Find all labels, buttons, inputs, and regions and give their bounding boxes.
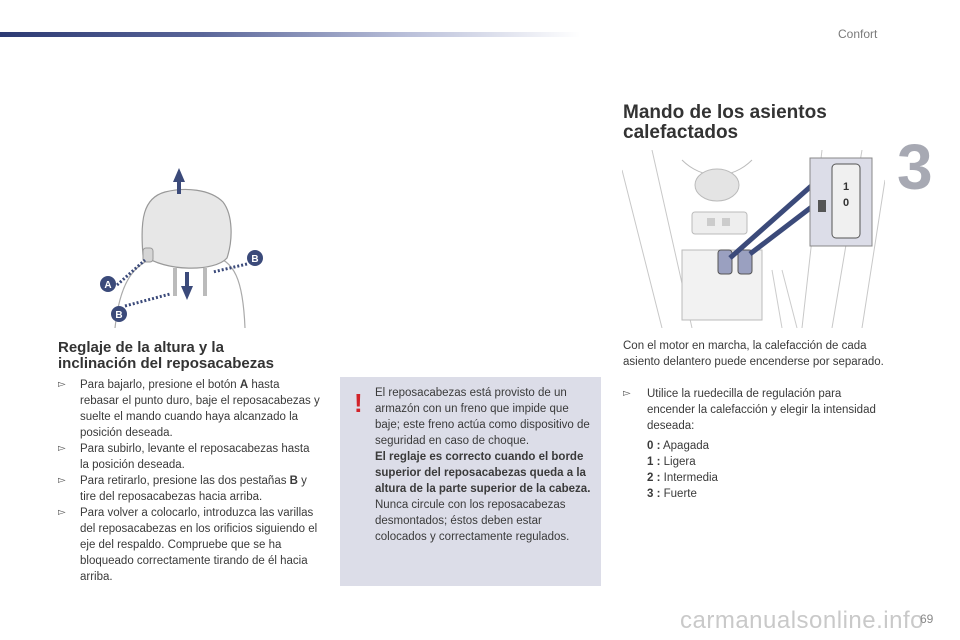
headrest-illustration [95,160,270,330]
bullet-icon: ▻ [58,507,66,518]
headrest-title-line1: Reglaje de la altura y la [58,339,224,356]
headrest-rod-right [203,268,207,296]
bullet-icon: ▻ [58,379,66,390]
heat-levels-list [647,438,718,502]
heated-title-line2: calefactados [623,122,739,143]
svg-text:B: B [251,254,259,265]
list-item: ▻ Para retirarlo, presione las dos pestañas B y tire del reposacabezas hacia arriba. [58,475,307,503]
level-item: 2 : Intermedia [647,472,718,484]
header-accent-bar [0,32,580,37]
heated-title-line1: Mando de los asientos [623,102,827,123]
warning-text [375,385,595,545]
arrow-down [181,286,193,300]
chapter-number: 3 [897,131,933,203]
section-label: Confort [838,27,878,41]
warning-box [340,377,601,586]
headrest-rod-left [173,268,177,296]
warning-paragraph-1: El reposacabezas está provisto de un armazón con un freno que impide que baje; este freno actúa como dispositivo de seguridad en caso de choque. [375,387,590,447]
watermark: carmanualsonline.info [680,607,924,634]
heated-step [623,386,888,434]
svg-text:0: 0 [842,197,850,209]
list-item: ▻ Para volver a colocarlo, introduzca las varillas del reposacabezas en los orificios siguiendo el eje del respaldo. Compruebe que se ha bloqueado correctamente tirando de él hacia arriba. [58,507,318,583]
headrest-section-title [58,340,318,372]
bullet-icon: ▻ [58,443,66,454]
headrest-shape [142,189,231,268]
bullet-icon: ▻ [58,475,66,486]
exclamation-icon: ! [354,388,363,418]
list-item: ▻ Para subirlo, levante el reposacabezas hasta la posición deseada. [58,443,310,471]
level-item: 3 : Fuerte [647,488,697,500]
level-item: 0 : Apagada [647,440,710,452]
svg-text:1: 1 [842,181,850,193]
level-item: 1 : Ligera [647,456,696,468]
heated-step-text: Utilice la ruedecilla de regulación para encender la calefacción y elegir la intensidad deseada: [647,388,876,432]
bullet-icon: ▻ [623,388,631,399]
svg-text:B: B [115,310,123,321]
seat-heat-icon [818,200,826,212]
console-illustration [622,150,885,328]
warning-paragraph-3: Nunca circule con los reposacabezas desmontados; éstos deben estar colocados y correctamente regulados. [375,499,570,543]
heated-seats-title [623,103,863,143]
svg-text:A: A [104,280,112,291]
headrest-steps-list [58,377,320,585]
page-number: 69 [920,612,934,626]
heated-intro: Con el motor en marcha, la calefacción de cada asiento delantero puede encenderse por separado. [623,340,884,368]
seat-heat-knob-left [718,250,732,274]
warning-paragraph-2: El reglaje es correcto cuando el borde superior del reposacabezas queda a la altura de la parte superior de la cabeza. [375,451,591,495]
list-item: ▻ Para bajarlo, presione el botón A hasta rebasar el punto duro, baje el reposacabezas y suelte el mando cuando haya alcanzado la posición deseada. [58,379,320,439]
arrow-up [173,168,185,182]
headrest-title-line2: inclinación del reposacabezas [58,355,274,372]
